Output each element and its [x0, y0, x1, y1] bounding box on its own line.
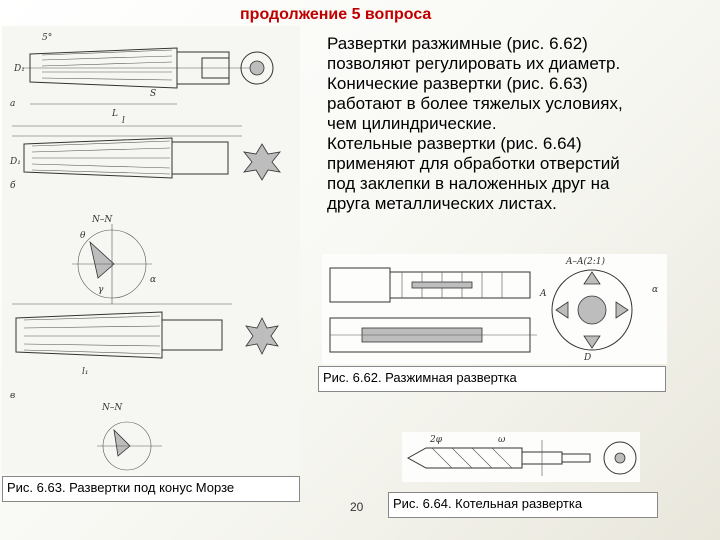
- page-number: 20: [350, 500, 364, 514]
- label-section-a-a: A–A(2:1): [566, 257, 606, 267]
- slide-title: продолжение 5 вопроса: [240, 6, 432, 23]
- label-c: в: [10, 391, 16, 401]
- label-theta: θ: [80, 231, 86, 241]
- section-n-n-lower-sketch: [97, 403, 162, 470]
- body-line: применяют для обработки отверстий: [327, 154, 620, 173]
- body-line: работают в более тяжелых условиях,: [327, 94, 623, 113]
- label-b: б: [10, 181, 16, 191]
- body-line: друга металлических листах.: [327, 194, 557, 213]
- label-alpha-62: α: [652, 285, 659, 295]
- label-alpha: α: [150, 275, 157, 285]
- figure-6-63-drawing: [2, 26, 300, 474]
- label-gamma: γ: [98, 285, 104, 295]
- label-d1: D₁: [14, 64, 25, 74]
- reamer-a-sketch: [10, 33, 273, 119]
- label-d1-b: D₁: [10, 157, 21, 167]
- body-line: под заклепки в наложенных друг на: [327, 174, 610, 193]
- label-l: l: [122, 116, 125, 126]
- figure-6-64-drawing: [402, 432, 640, 482]
- label-l1: l₁: [82, 367, 89, 377]
- body-line: чем цилиндрические.: [327, 114, 497, 133]
- label-d-62: D: [584, 353, 592, 363]
- section-n-n-sketch: [72, 215, 156, 304]
- figure-6-63-caption: Рис. 6.63. Развертки под конус Морзе: [2, 476, 300, 502]
- body-line: Развертки разжимные (рис. 6.62): [327, 34, 588, 53]
- label-section: N–N: [92, 215, 113, 225]
- body-line: позволяют регулировать их диаметр.: [327, 54, 621, 73]
- label-a: а: [10, 99, 16, 109]
- label-s: S: [150, 89, 157, 99]
- label-a-62: A: [540, 289, 547, 299]
- figure-6-64-caption: Рис. 6.64. Котельная развертка: [388, 492, 658, 518]
- label-section-lower: N–N: [102, 403, 123, 413]
- body-line: Котельные развертки (рис. 6.64): [327, 134, 582, 153]
- label-2phi: 2φ: [430, 435, 443, 445]
- label-length: L: [112, 109, 118, 119]
- slide-body-text: [327, 34, 717, 214]
- figure-6-62-drawing: [322, 254, 667, 364]
- body-line: Конические развертки (рис. 6.63): [327, 74, 588, 93]
- label-omega: ω: [498, 435, 506, 445]
- label-angle: 5°: [42, 33, 53, 43]
- figure-6-62-caption: Рис. 6.62. Разжимная развертка: [318, 366, 666, 392]
- reamer-c-sketch: [10, 304, 278, 401]
- reamer-b-sketch: [9, 116, 280, 191]
